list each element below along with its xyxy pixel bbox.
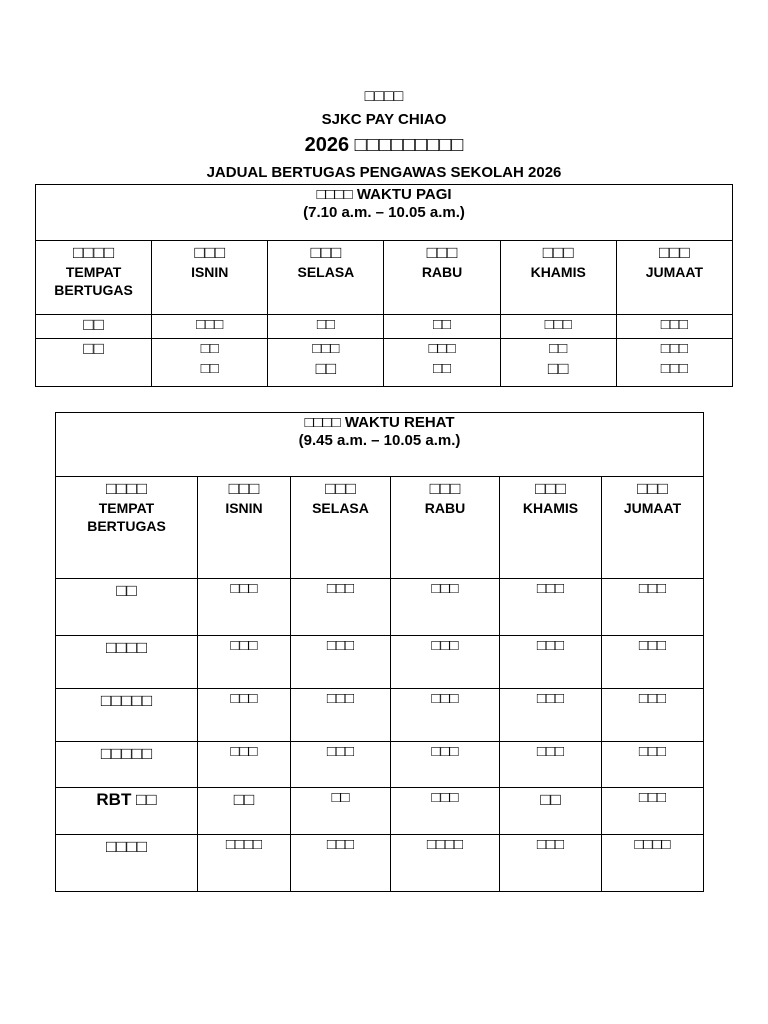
duty-name: □□□	[196, 316, 224, 333]
duty-cell	[391, 835, 500, 892]
place-en-1: TEMPAT	[98, 500, 155, 516]
duty-name: □□□	[660, 360, 688, 377]
duty-cell	[391, 742, 500, 788]
day-zh: □□□	[310, 243, 342, 262]
header-day	[384, 241, 500, 315]
duty-cell	[616, 339, 732, 387]
place-zh: □□□□	[105, 479, 148, 498]
row-place	[36, 315, 152, 339]
duty-name: □□□	[536, 580, 565, 597]
row-place	[36, 339, 152, 387]
duty-cell	[291, 835, 391, 892]
duty-cell	[500, 742, 602, 788]
day-zh: □□□	[194, 243, 226, 262]
duty-name: □□	[316, 316, 335, 333]
row-place	[56, 579, 198, 636]
morning-caption-time: (7.10 a.m. – 10.05 a.m.)	[303, 204, 465, 221]
duty-cell	[198, 742, 291, 788]
day-zh: □□□	[429, 479, 461, 498]
header-place	[36, 241, 152, 315]
day-en: JUMAAT	[645, 264, 704, 280]
duty-cell	[500, 835, 602, 892]
duty-name: □□□	[230, 690, 258, 707]
duty-cell	[391, 689, 500, 742]
recess-duty-table	[55, 412, 704, 892]
place-en-2: BERTUGAS	[54, 282, 133, 298]
duty-name: □□	[432, 316, 452, 333]
duty-cell	[391, 636, 500, 689]
duty-name: □□□	[431, 690, 459, 707]
day-en: SELASA	[312, 500, 369, 516]
table-row	[56, 689, 704, 742]
day-en: ISNIN	[225, 500, 263, 516]
duty-name: □□□	[544, 316, 572, 333]
day-zh: □□□	[542, 243, 574, 262]
day-zh: □□□	[426, 243, 458, 262]
duty-cell	[198, 689, 291, 742]
place-label: RBT □□	[96, 790, 157, 809]
duty-cell	[602, 742, 704, 788]
table-row	[36, 315, 733, 339]
duty-cell	[268, 315, 384, 339]
duty-name: □□□	[428, 340, 456, 357]
duty-cell	[198, 835, 291, 892]
duty-cell	[391, 788, 500, 835]
duty-cell	[500, 579, 602, 636]
duty-cell	[152, 315, 268, 339]
school-name-zh: □□□□	[364, 88, 404, 105]
duty-cell	[198, 788, 291, 835]
place-label: □□□□	[105, 638, 148, 657]
duty-name: □□□	[638, 637, 667, 654]
duty-name: □□□	[326, 580, 355, 597]
duty-cell	[291, 579, 391, 636]
duty-cell	[602, 636, 704, 689]
place-label: □□	[116, 581, 137, 600]
duty-name: □□□	[431, 637, 459, 654]
place-en-2: BERTUGAS	[87, 518, 166, 534]
duty-name: □□□	[326, 637, 355, 654]
table-row	[56, 579, 704, 636]
duty-name: □□□	[230, 637, 258, 654]
duty-name: □□□	[638, 743, 667, 760]
duty-name: □□	[315, 359, 337, 378]
header-day	[602, 477, 704, 579]
day-zh: □□□	[535, 479, 566, 498]
header-day	[500, 241, 616, 315]
day-en: SELASA	[297, 264, 355, 280]
duty-name: □□□	[326, 743, 355, 760]
morning-caption-title: □□□□ WAKTU PAGI	[316, 186, 452, 203]
duty-name: □□□	[536, 637, 565, 654]
day-en: KHAMIS	[530, 264, 586, 280]
duty-name: □□	[200, 360, 219, 377]
table-row	[56, 636, 704, 689]
duty-name: □□□	[638, 690, 667, 707]
duty-cell	[198, 579, 291, 636]
day-zh: □□□	[637, 479, 668, 498]
duty-name: □□□	[536, 690, 565, 707]
recess-caption-time: (9.45 a.m. – 10.05 a.m.)	[298, 432, 461, 449]
row-place	[56, 788, 198, 835]
duty-name: □□□	[230, 580, 258, 597]
place-label: □□□□□	[100, 744, 153, 763]
day-en: JUMAAT	[623, 500, 682, 516]
table-row	[56, 788, 704, 835]
duty-name: □□□	[230, 743, 258, 760]
duty-name: □□□	[312, 340, 340, 357]
duty-cell	[291, 689, 391, 742]
place-label: □□	[83, 315, 104, 334]
duty-name: □□□	[431, 743, 459, 760]
header-day	[198, 477, 291, 579]
duty-cell	[616, 315, 732, 339]
duty-cell	[384, 339, 500, 387]
duty-name: □□□	[536, 743, 565, 760]
duty-name: □□□	[326, 690, 355, 707]
row-place	[56, 689, 198, 742]
title-zh: 2026 □□□□□□□□□	[304, 134, 464, 156]
duty-name: □□□	[660, 316, 688, 333]
place-label: □□□□□	[100, 691, 153, 710]
duty-name: □□□□	[634, 836, 671, 853]
row-place	[56, 835, 198, 892]
header-day	[616, 241, 732, 315]
duty-cell	[602, 788, 704, 835]
duty-name: □□□	[638, 580, 667, 597]
header-day	[152, 241, 268, 315]
table-row	[56, 835, 704, 892]
morning-caption	[36, 185, 733, 241]
duty-cell	[602, 835, 704, 892]
day-en: KHAMIS	[522, 500, 579, 516]
day-en: ISNIN	[191, 264, 229, 280]
duty-cell	[291, 742, 391, 788]
duty-cell	[198, 636, 291, 689]
duty-name: □□	[233, 790, 255, 809]
duty-cell	[500, 689, 602, 742]
duty-cell	[500, 788, 602, 835]
duty-cell	[602, 689, 704, 742]
duty-name: □□□	[638, 789, 667, 806]
duty-cell	[152, 339, 268, 387]
duty-name: □□□	[431, 789, 459, 806]
header-day	[268, 241, 384, 315]
place-en-1: TEMPAT	[65, 264, 122, 280]
duty-cell	[500, 636, 602, 689]
table-row	[56, 742, 704, 788]
duty-name: □□□	[431, 580, 459, 597]
duty-cell	[391, 579, 500, 636]
day-zh: □□□	[658, 243, 690, 262]
header-day	[391, 477, 500, 579]
day-zh: □□□	[228, 479, 260, 498]
duty-cell	[291, 788, 391, 835]
duty-name: □□	[331, 789, 350, 806]
place-label: □□□□	[105, 837, 148, 856]
table-row	[36, 339, 733, 387]
duty-name: □□□	[326, 836, 355, 853]
duty-cell	[291, 636, 391, 689]
duty-name: □□	[549, 340, 568, 357]
duty-name: □□	[540, 790, 561, 809]
header-day	[291, 477, 391, 579]
header-day	[500, 477, 602, 579]
header-place	[56, 477, 198, 579]
duty-cell	[500, 339, 616, 387]
place-zh: □□□□	[73, 243, 115, 262]
duty-name: □□□	[536, 836, 565, 853]
recess-caption-title: □□□□ WAKTU REHAT	[304, 414, 455, 431]
row-place	[56, 742, 198, 788]
place-label: □□	[83, 339, 104, 358]
duty-name: □□	[547, 359, 569, 378]
day-en: RABU	[424, 500, 466, 516]
morning-duty-table	[35, 184, 733, 387]
day-zh: □□□	[325, 479, 356, 498]
title-en: JADUAL BERTUGAS PENGAWAS SEKOLAH 2026	[206, 164, 562, 181]
recess-caption	[56, 413, 704, 477]
row-place	[56, 636, 198, 689]
day-en: RABU	[421, 264, 463, 280]
duty-cell	[602, 579, 704, 636]
duty-name: □□□□	[225, 836, 263, 853]
duty-name: □□□□	[426, 836, 464, 853]
duty-name: □□	[432, 360, 452, 377]
duty-cell	[500, 315, 616, 339]
duty-cell	[384, 315, 500, 339]
duty-name: □□	[200, 340, 219, 357]
duty-name: □□□	[660, 340, 688, 357]
school-name-en: SJKC PAY CHIAO	[321, 111, 447, 128]
duty-cell	[268, 339, 384, 387]
